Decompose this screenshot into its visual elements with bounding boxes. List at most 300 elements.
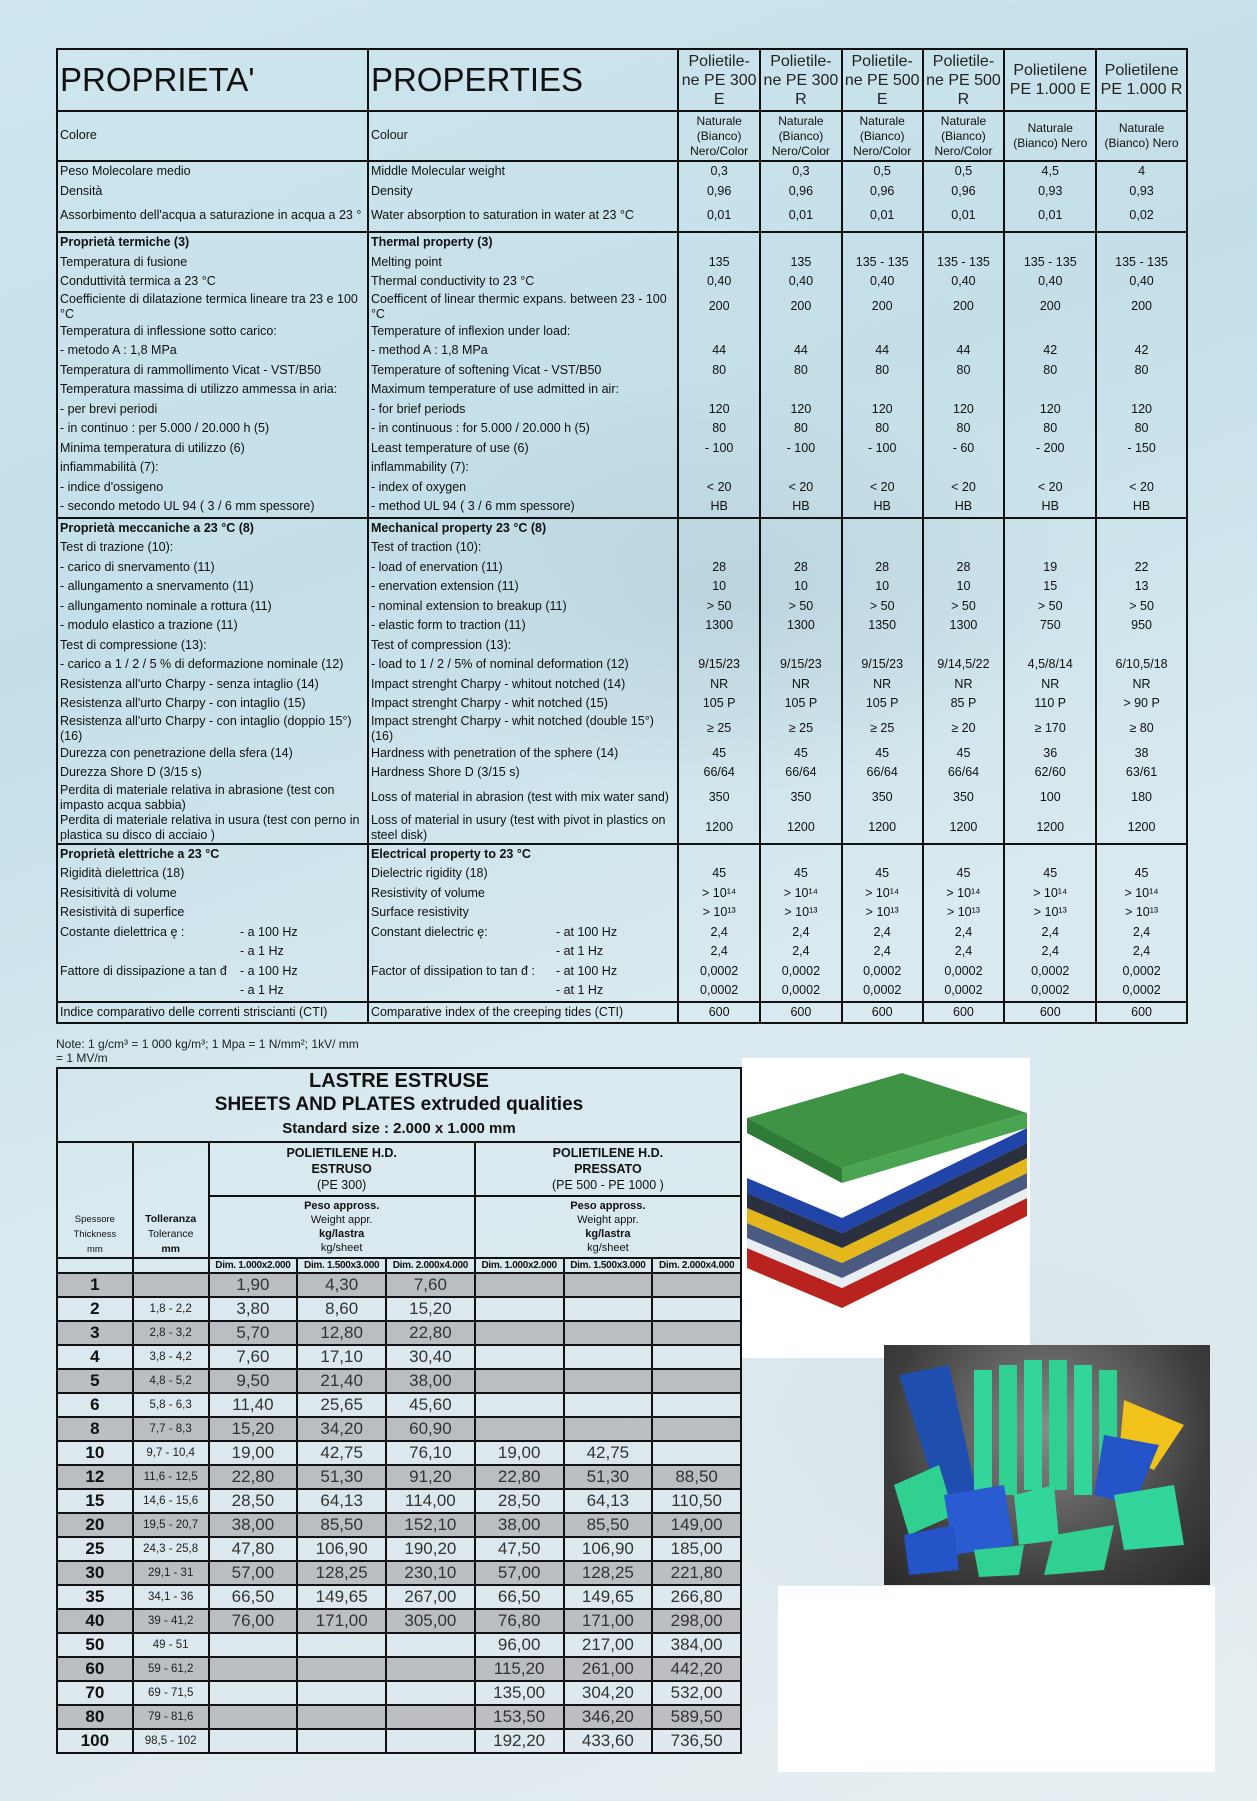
property-label-it: Densità xyxy=(57,182,368,202)
property-value: 80 xyxy=(1096,419,1187,439)
weight-cell: 85,50 xyxy=(564,1513,653,1537)
sheet-row xyxy=(57,1417,741,1441)
property-value: 0,0002 xyxy=(1004,981,1096,1002)
property-label-it: Peso Molecolare medio xyxy=(57,161,368,182)
property-label-en: Resistivity of volume xyxy=(368,884,678,904)
colour-label-it: Colore xyxy=(57,111,368,161)
sheet-row xyxy=(57,1441,741,1465)
weight-cell xyxy=(564,1345,653,1369)
property-value: 200 xyxy=(923,292,1005,322)
property-label-en: Constant dielectric ę: - at 100 Hz xyxy=(368,923,678,943)
property-row xyxy=(57,923,1187,943)
units-note: Note: 1 g/cm³ = 1 000 kg/m³; 1 Mpa = 1 N/mm²; 1kV/ mm = 1 MV/m xyxy=(56,1037,359,1065)
property-value: 2,4 xyxy=(923,942,1005,962)
property-value: 120 xyxy=(1096,400,1187,420)
stacked-sheets-icon xyxy=(742,1058,1030,1358)
property-label-it: Conduttività termica a 23 °C xyxy=(57,272,368,292)
property-value: 350 xyxy=(760,783,842,813)
weight-cell: 15,20 xyxy=(209,1417,298,1441)
property-value: 2,4 xyxy=(842,923,923,943)
property-value: > 10¹³ xyxy=(678,903,760,923)
weight-cell: 221,80 xyxy=(652,1561,741,1585)
property-value: NR xyxy=(760,675,842,695)
weight-cell: 22,80 xyxy=(209,1465,298,1489)
property-value: - 200 xyxy=(1004,439,1096,459)
property-value: 600 xyxy=(842,1002,923,1024)
property-value: > 50 xyxy=(923,597,1005,617)
weight-cell xyxy=(386,1681,475,1705)
property-value: 45 xyxy=(760,744,842,764)
empty-value-cell xyxy=(1096,518,1187,539)
property-value: NR xyxy=(1004,675,1096,695)
thickness-header: Spessore Thickness mm xyxy=(57,1142,133,1258)
property-value: 80 xyxy=(1096,361,1187,381)
thickness-cell: 50 xyxy=(57,1633,133,1657)
product-column-header: Polietile-ne PE 500 R xyxy=(923,49,1005,111)
product-column-header: Polietile-ne PE 500 E xyxy=(842,49,923,111)
property-row xyxy=(57,558,1187,578)
weight-cell: 532,00 xyxy=(652,1681,741,1705)
empty-value-cell xyxy=(678,232,760,253)
property-value: > 10¹⁴ xyxy=(1096,884,1187,904)
tolerance-cell: 69 - 71,5 xyxy=(133,1681,209,1705)
title-english: PROPERTIES xyxy=(368,49,678,111)
weight-cell xyxy=(297,1657,386,1681)
property-value: 600 xyxy=(1096,1002,1187,1024)
property-row xyxy=(57,714,1187,744)
empty-value-cell xyxy=(678,844,760,865)
property-value: 45 xyxy=(923,744,1005,764)
property-value xyxy=(1004,458,1096,478)
property-value: 63/61 xyxy=(1096,763,1187,783)
property-row xyxy=(57,763,1187,783)
sheet-row xyxy=(57,1705,741,1729)
property-value: 120 xyxy=(923,400,1005,420)
weight-cell: 51,30 xyxy=(564,1465,653,1489)
weight-cell: 152,10 xyxy=(386,1513,475,1537)
thickness-cell: 100 xyxy=(57,1729,133,1753)
property-value: 600 xyxy=(678,1002,760,1024)
property-value: 28 xyxy=(678,558,760,578)
property-value: HB xyxy=(1004,497,1096,518)
weight-cell xyxy=(652,1345,741,1369)
weight-cell: 76,80 xyxy=(475,1609,564,1633)
group-pressato: POLIETILENE H.D. PRESSATO (PE 500 - PE 1000 ) xyxy=(475,1142,741,1196)
property-value: 0,40 xyxy=(678,272,760,292)
property-value: > 10¹³ xyxy=(760,903,842,923)
tolerance-cell: 2,8 - 3,2 xyxy=(133,1321,209,1345)
section-heading-en: Electrical property to 23 °C xyxy=(368,844,678,865)
property-label-it: Temperatura di inflessione sotto carico: xyxy=(57,322,368,342)
property-value: 80 xyxy=(1004,419,1096,439)
thickness-cell: 6 xyxy=(57,1393,133,1417)
property-value: 0,5 xyxy=(842,161,923,182)
property-label-en: Test of traction (10): xyxy=(368,538,678,558)
property-row xyxy=(57,655,1187,675)
colour-value: Naturale (Bianco) Nero/Color xyxy=(678,111,760,161)
property-value: 66/64 xyxy=(842,763,923,783)
property-value: - 100 xyxy=(760,439,842,459)
property-value xyxy=(842,322,923,342)
sheet-row xyxy=(57,1681,741,1705)
property-value: 4,5/8/14 xyxy=(1004,655,1096,675)
empty-value-cell xyxy=(923,518,1005,539)
property-value: 135 xyxy=(760,253,842,273)
weight-cell: 171,00 xyxy=(564,1609,653,1633)
property-label-en: Factor of dissipation to tan đ : - at 100 Hz xyxy=(368,962,678,982)
property-value: 42 xyxy=(1096,341,1187,361)
dim-header: Dim. 2.000x4.000 xyxy=(386,1258,475,1273)
property-value: 1200 xyxy=(1096,813,1187,844)
property-label-it: Fattore di dissipazione a tan đ - a 100 Hz xyxy=(57,962,368,982)
property-label-it: - carico a 1 / 2 / 5 % di deformazione nominale (12) xyxy=(57,655,368,675)
property-value: 1200 xyxy=(678,813,760,844)
weight-cell xyxy=(652,1297,741,1321)
weight-cell: 12,80 xyxy=(297,1321,386,1345)
property-value: 0,40 xyxy=(1096,272,1187,292)
dim-header: Dim. 1.000x2.000 xyxy=(209,1258,298,1273)
empty-value-cell xyxy=(760,844,842,865)
section-heading-it: Proprietà meccaniche a 23 °C (8) xyxy=(57,518,368,539)
property-value: 200 xyxy=(760,292,842,322)
property-label-it: - allungamento nominale a rottura (11) xyxy=(57,597,368,617)
weight-cell: 19,00 xyxy=(209,1441,298,1465)
weight-cell: 153,50 xyxy=(475,1705,564,1729)
property-label-it: Perdita di materiale relativa in usura (test con perno in plastica su disco di acciaio ) xyxy=(57,813,368,844)
property-value: NR xyxy=(1096,675,1187,695)
weight-cell xyxy=(652,1369,741,1393)
property-value: 28 xyxy=(842,558,923,578)
dim-blank xyxy=(133,1258,209,1273)
property-value: 80 xyxy=(678,361,760,381)
property-value: 45 xyxy=(1096,864,1187,884)
property-value: 2,4 xyxy=(678,923,760,943)
property-value: 750 xyxy=(1004,616,1096,636)
property-label-en: - nominal extension to breakup (11) xyxy=(368,597,678,617)
weight-cell: 171,00 xyxy=(297,1609,386,1633)
empty-value-cell xyxy=(760,518,842,539)
empty-value-cell xyxy=(923,232,1005,253)
tolerance-cell: 14,6 - 15,6 xyxy=(133,1489,209,1513)
property-label-it: Resistenza all'urto Charpy - con intaglio (15) xyxy=(57,694,368,714)
property-value: 200 xyxy=(842,292,923,322)
property-label-it: Rigidità dielettrica (18) xyxy=(57,864,368,884)
property-value: 44 xyxy=(923,341,1005,361)
empty-value-cell xyxy=(842,844,923,865)
property-value: 135 - 135 xyxy=(923,253,1005,273)
weight-cell: 38,00 xyxy=(386,1369,475,1393)
sheet-row xyxy=(57,1273,741,1297)
weight-cell: 25,65 xyxy=(297,1393,386,1417)
weight-cell: 5,70 xyxy=(209,1321,298,1345)
property-label-it: - metodo A : 1,8 MPa xyxy=(57,341,368,361)
property-value: > 10¹⁴ xyxy=(842,884,923,904)
property-value: 0,3 xyxy=(760,161,842,182)
weight-cell: 3,80 xyxy=(209,1297,298,1321)
sheets-subtitle: SHEETS AND PLATES extruded qualities xyxy=(214,1094,584,1115)
property-label-en: Middle Molecular weight xyxy=(368,161,678,182)
colour-value: Naturale (Bianco) Nero xyxy=(1004,111,1096,161)
property-value: 600 xyxy=(760,1002,842,1024)
property-value: 1200 xyxy=(1004,813,1096,844)
product-column-header: Polietile-ne PE 300 R xyxy=(760,49,842,111)
weight-cell: 21,40 xyxy=(297,1369,386,1393)
property-label-en: - load to 1 / 2 / 5% of nominal deformation (12) xyxy=(368,655,678,675)
property-value: 0,93 xyxy=(1096,182,1187,202)
section-heading-en: Mechanical property 23 °C (8) xyxy=(368,518,678,539)
property-value: 0,96 xyxy=(923,182,1005,202)
empty-value-cell xyxy=(923,844,1005,865)
property-label-it: infiammabilità (7): xyxy=(57,458,368,478)
property-value: 45 xyxy=(760,864,842,884)
tolerance-cell: 34,1 - 36 xyxy=(133,1585,209,1609)
property-label-en: Maximum temperature of use admitted in air: xyxy=(368,380,678,400)
weight-cell: 85,50 xyxy=(297,1513,386,1537)
properties-table xyxy=(56,48,1188,1024)
property-value xyxy=(760,380,842,400)
property-value: > 10¹⁴ xyxy=(923,884,1005,904)
weight-cell xyxy=(475,1369,564,1393)
property-value: 0,96 xyxy=(842,182,923,202)
property-value: 4 xyxy=(1096,161,1187,182)
property-label-it: Coefficiente di dilatazione termica lineare tra 23 e 100 °C xyxy=(57,292,368,322)
weight-cell: 76,00 xyxy=(209,1609,298,1633)
section-heading-en: Thermal property (3) xyxy=(368,232,678,253)
property-value: 19 xyxy=(1004,558,1096,578)
thickness-cell: 15 xyxy=(57,1489,133,1513)
thickness-cell: 30 xyxy=(57,1561,133,1585)
weight-cell xyxy=(386,1657,475,1681)
property-value: 180 xyxy=(1096,783,1187,813)
tolerance-cell: 49 - 51 xyxy=(133,1633,209,1657)
tolerance-cell xyxy=(133,1273,209,1297)
property-value: 0,40 xyxy=(1004,272,1096,292)
property-label-en: Temperature of softening Vicat - VST/B50 xyxy=(368,361,678,381)
weight-cell: 267,00 xyxy=(386,1585,475,1609)
weight-cell: 57,00 xyxy=(475,1561,564,1585)
property-label-en: Hardness with penetration of the sphere (14) xyxy=(368,744,678,764)
weight-cell: 217,00 xyxy=(564,1633,653,1657)
property-value: 0,0002 xyxy=(1004,962,1096,982)
product-column-header: Polietilene PE 1.000 R xyxy=(1096,49,1187,111)
property-value: < 20 xyxy=(842,478,923,498)
property-value: 1200 xyxy=(842,813,923,844)
property-value: > 10¹⁴ xyxy=(678,884,760,904)
property-value: 0,0002 xyxy=(923,981,1005,1002)
property-value: 22 xyxy=(1096,558,1187,578)
property-value: 1350 xyxy=(842,616,923,636)
property-row xyxy=(57,783,1187,813)
property-value: 0,5 xyxy=(923,161,1005,182)
weight-cell: 304,20 xyxy=(564,1681,653,1705)
property-label-en: Impact strenght Charpy - whit notched (double 15°) (16) xyxy=(368,714,678,744)
property-value: 0,0002 xyxy=(760,981,842,1002)
property-label-it: - a 1 Hz xyxy=(57,981,368,1002)
property-value: 0,0002 xyxy=(678,962,760,982)
weight-cell: 433,60 xyxy=(564,1729,653,1753)
property-label-en: Surface resistivity xyxy=(368,903,678,923)
weight-cell: 8,60 xyxy=(297,1297,386,1321)
property-label-en: - elastic form to traction (11) xyxy=(368,616,678,636)
sheet-row xyxy=(57,1609,741,1633)
weight-cell: 30,40 xyxy=(386,1345,475,1369)
property-value: 4,5 xyxy=(1004,161,1096,182)
property-label-it: Durezza Shore D (3/15 s) xyxy=(57,763,368,783)
property-value xyxy=(923,636,1005,656)
weight-cell xyxy=(564,1369,653,1393)
property-value: > 90 P xyxy=(1096,694,1187,714)
tolerance-cell: 79 - 81,6 xyxy=(133,1705,209,1729)
property-value: 2,4 xyxy=(1096,923,1187,943)
weight-cell: 64,13 xyxy=(297,1489,386,1513)
weight-cell xyxy=(564,1273,653,1297)
property-label-it: Resistività di superfice xyxy=(57,903,368,923)
property-label-en: - load of enervation (11) xyxy=(368,558,678,578)
property-value xyxy=(678,538,760,558)
sheet-row xyxy=(57,1561,741,1585)
property-row xyxy=(57,458,1187,478)
property-row xyxy=(57,864,1187,884)
weight-cell: 15,20 xyxy=(386,1297,475,1321)
property-value: 350 xyxy=(842,783,923,813)
property-value: 80 xyxy=(842,361,923,381)
weight-cell xyxy=(564,1393,653,1417)
tolerance-cell: 9,7 - 10,4 xyxy=(133,1441,209,1465)
weight-cell: 128,25 xyxy=(297,1561,386,1585)
property-value: 105 P xyxy=(760,694,842,714)
empty-value-cell xyxy=(1004,232,1096,253)
weight-cell: 11,40 xyxy=(209,1393,298,1417)
property-value: < 20 xyxy=(760,478,842,498)
weight-cell: 1,90 xyxy=(209,1273,298,1297)
property-value xyxy=(1004,636,1096,656)
property-row xyxy=(57,361,1187,381)
sheet-row xyxy=(57,1585,741,1609)
property-value: 44 xyxy=(842,341,923,361)
sheet-row xyxy=(57,1297,741,1321)
property-label-en: - at 1 Hz xyxy=(368,942,678,962)
property-value: > 10¹³ xyxy=(1096,903,1187,923)
sheet-row xyxy=(57,1321,741,1345)
property-value xyxy=(678,458,760,478)
property-value: 0,0002 xyxy=(923,962,1005,982)
weight-cell xyxy=(297,1681,386,1705)
dim-header: Dim. 1.500x3.000 xyxy=(297,1258,386,1273)
property-value: ≥ 25 xyxy=(678,714,760,744)
colour-value: Naturale (Bianco) Nero/Color xyxy=(923,111,1005,161)
property-row xyxy=(57,161,1187,182)
weight-cell: 192,20 xyxy=(475,1729,564,1753)
product-column-header: Polietilene PE 1.000 E xyxy=(1004,49,1096,111)
thickness-cell: 35 xyxy=(57,1585,133,1609)
property-value xyxy=(760,322,842,342)
weight-cell xyxy=(475,1417,564,1441)
sheet-row xyxy=(57,1729,741,1753)
property-value xyxy=(1096,380,1187,400)
property-value: < 20 xyxy=(1096,478,1187,498)
dim-header: Dim. 2.000x4.000 xyxy=(652,1258,741,1273)
thickness-cell: 60 xyxy=(57,1657,133,1681)
dim-header: Dim. 1.000x2.000 xyxy=(475,1258,564,1273)
weight-cell: 76,10 xyxy=(386,1441,475,1465)
property-value: ≥ 20 xyxy=(923,714,1005,744)
property-value: 10 xyxy=(678,577,760,597)
property-value: 62/60 xyxy=(1004,763,1096,783)
property-row xyxy=(57,962,1187,982)
property-value xyxy=(1096,322,1187,342)
property-label-it: - secondo metodo UL 94 ( 3 / 6 mm spessore) xyxy=(57,497,368,518)
property-row xyxy=(57,497,1187,518)
weight-cell: 442,20 xyxy=(652,1657,741,1681)
property-value: 1300 xyxy=(760,616,842,636)
weight-cell xyxy=(386,1729,475,1753)
weight-cell: 38,00 xyxy=(209,1513,298,1537)
property-label-it: - a 1 Hz xyxy=(57,942,368,962)
thickness-cell: 5 xyxy=(57,1369,133,1393)
weight-cell: 185,00 xyxy=(652,1537,741,1561)
dim-header: Dim. 1.500x3.000 xyxy=(564,1258,653,1273)
sheets-photo xyxy=(742,1058,1030,1358)
property-row xyxy=(57,694,1187,714)
property-value: 1200 xyxy=(923,813,1005,844)
property-row xyxy=(57,478,1187,498)
property-label-en: Impact strenght Charpy - whitout notched (14) xyxy=(368,675,678,695)
property-value: ≥ 170 xyxy=(1004,714,1096,744)
empty-value-cell xyxy=(678,518,760,539)
empty-value-cell xyxy=(842,518,923,539)
property-value: 0,93 xyxy=(1004,182,1096,202)
property-value: 80 xyxy=(923,419,1005,439)
weight-cell: 190,20 xyxy=(386,1537,475,1561)
property-value xyxy=(923,458,1005,478)
weight-cell: 47,80 xyxy=(209,1537,298,1561)
weight-cell: 346,20 xyxy=(564,1705,653,1729)
property-value: 0,01 xyxy=(760,201,842,232)
property-row xyxy=(57,903,1187,923)
weight-cell: 736,50 xyxy=(652,1729,741,1753)
thickness-cell: 20 xyxy=(57,1513,133,1537)
profiles-icon xyxy=(884,1345,1210,1585)
property-label-it: - in continuo : per 5.000 / 20.000 h (5) xyxy=(57,419,368,439)
property-label-it: Resisitività di volume xyxy=(57,884,368,904)
tolerance-header: Tolleranza Tolerance mm xyxy=(133,1142,209,1258)
property-label-it: - per brevi periodi xyxy=(57,400,368,420)
weight-cell: 96,00 xyxy=(475,1633,564,1657)
property-row xyxy=(57,253,1187,273)
property-value: 45 xyxy=(678,744,760,764)
property-value: > 10¹³ xyxy=(923,903,1005,923)
weight-cell: 34,20 xyxy=(297,1417,386,1441)
weight-cell: 149,65 xyxy=(297,1585,386,1609)
weight-cell: 230,10 xyxy=(386,1561,475,1585)
property-value: 0,0002 xyxy=(842,981,923,1002)
property-label-en: Impact strenght Charpy - whit notched (15) xyxy=(368,694,678,714)
empty-value-cell xyxy=(1096,844,1187,865)
property-value: 600 xyxy=(923,1002,1005,1024)
weight-header-pressato: Peso appross. Weight appr. kg/lastra kg/sheet xyxy=(475,1196,741,1258)
property-value: 38 xyxy=(1096,744,1187,764)
weight-cell: 384,00 xyxy=(652,1633,741,1657)
property-value: 2,4 xyxy=(1096,942,1187,962)
thickness-cell: 4 xyxy=(57,1345,133,1369)
property-label-en: - at 1 Hz xyxy=(368,981,678,1002)
weight-cell: 110,50 xyxy=(652,1489,741,1513)
weight-cell: 589,50 xyxy=(652,1705,741,1729)
tolerance-cell: 24,3 - 25,8 xyxy=(133,1537,209,1561)
property-value: 135 - 135 xyxy=(1096,253,1187,273)
property-row xyxy=(57,439,1187,459)
property-value xyxy=(678,322,760,342)
